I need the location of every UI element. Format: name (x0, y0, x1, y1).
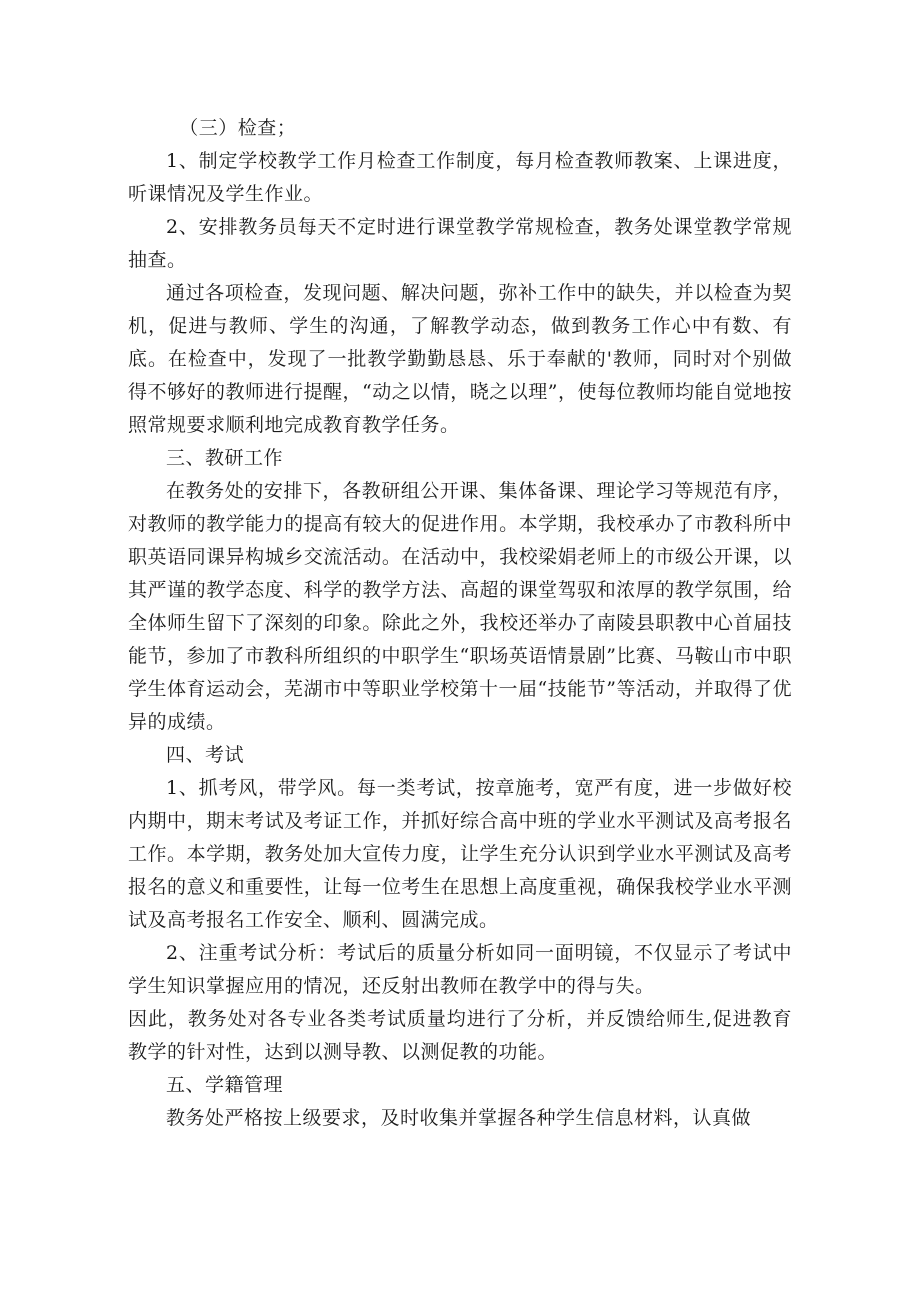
paragraph-inspection-summary: 通过各项检查，发现问题、解决问题，弥补工作中的缺失，并以检查为契机，促进与教师、学生的沟通，了解教学动态，做到教务工作心中有数、有底。在检查中，发现了一批教学勤勤恳恳、乐于奉献的'教师，同时对个别做得不够好的教师进行提醒，“动之以情，晓之以理”，使每位教师均能自觉地按照常规要求顺利地完成教育教学任务。 (128, 282, 792, 436)
paragraph-exams-conclusion: 因此，教务处对各专业各类考试质量均进行了分析，并反馈给师生,促进教育教学的针对性，达到以测导教、以测促教的功能。 (128, 1008, 792, 1063)
section-heading-exams: 四、考试 (166, 744, 245, 766)
paragraph-enrollment: 教务处严格按上级要求，及时收集并掌握各种学生信息材料，认真做 (166, 1107, 752, 1129)
section-subheading-inspection: （三）检查； (179, 117, 297, 139)
paragraph-exams-item-2: 2、注重考试分析：考试后的质量分析如同一面明镜，不仅显示了考试中学生知识掌握应用的情况，还反射出教师在教学中的得与失。 (128, 942, 792, 997)
section-heading-enrollment: 五、学籍管理 (166, 1074, 284, 1096)
paragraph-research: 在教务处的安排下，各教研组公开课、集体备课、理论学习等规范有序，对教师的教学能力的提高有较大的促进作用。本学期，我校承办了市教科所中职英语同课异构城乡交流活动。在活动中，我校梁娟老师上的市级公开课，以其严谨的教学态度、科学的教学方法、高超的课堂驾驭和浓厚的教学氛围，给全体师生留下了深刻的印象。除此之外，我校还举办了南陵县职教中心首届技能节，参加了市教科所组织的中职学生“职场英语情景剧”比赛、马鞍山市中职学生体育运动会，芜湖市中等职业学校第十一届“技能节”等活动，并取得了优异的成绩。 (128, 480, 792, 733)
section-heading-research: 三、教研工作 (166, 447, 284, 469)
paragraph-item-2: 2、安排教务员每天不定时进行课堂教学常规检查，教务处课堂教学常规抽查。 (128, 216, 792, 271)
paragraph-exams-item-1: 1、抓考风，带学风。每一类考试，按章施考，宽严有度，进一步做好校内期中，期末考试及考证工作，并抓好综合高中班的学业水平测试及高考报名工作。本学期，教务处加大宣传力度，让学生充分认识到学业水平测试及高考报名的意义和重要性，让每一位考生在思想上高度重视，确保我校学业水平测试及高考报名工作安全、顺利、圆满完成。 (128, 777, 792, 931)
paragraph-item-1: 1、制定学校教学工作月检查工作制度，每月检查教师教案、上课进度，听课情况及学生作业。 (128, 150, 792, 205)
